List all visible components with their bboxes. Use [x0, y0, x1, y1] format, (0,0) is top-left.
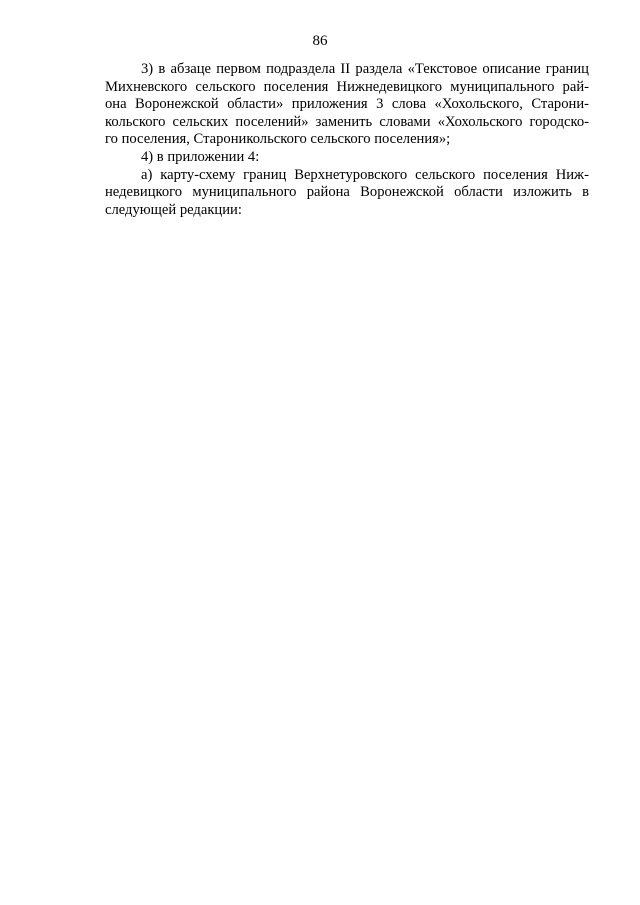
paragraph-line: она Воронежской области» приложения 3 слова «Хохольского, Старони- [105, 96, 589, 113]
paragraph-line: а) карту-схему границ Верхнетуровского сельского поселения Ниж- [141, 166, 589, 183]
paragraph-line: недевицкого муниципального района Воронежской области изложить в [105, 184, 589, 201]
page-number: 86 [312, 33, 328, 49]
paragraph-line: го поселения, Староникольского сельского поселения»; [105, 131, 451, 148]
paragraph-line: следующей редакции: [105, 201, 242, 218]
paragraph-line: 4) в приложении 4: [141, 148, 260, 165]
paragraph-line: кольского сельских поселений» заменить словами «Хохольского городско- [105, 113, 589, 130]
paragraph-line: 3) в абзаце первом подраздела II раздела «Текстовое описание границ [141, 61, 589, 77]
document-body [105, 61, 589, 219]
paragraph-line: Михневского сельского поселения Нижнедевицкого муниципального рай- [105, 78, 589, 95]
